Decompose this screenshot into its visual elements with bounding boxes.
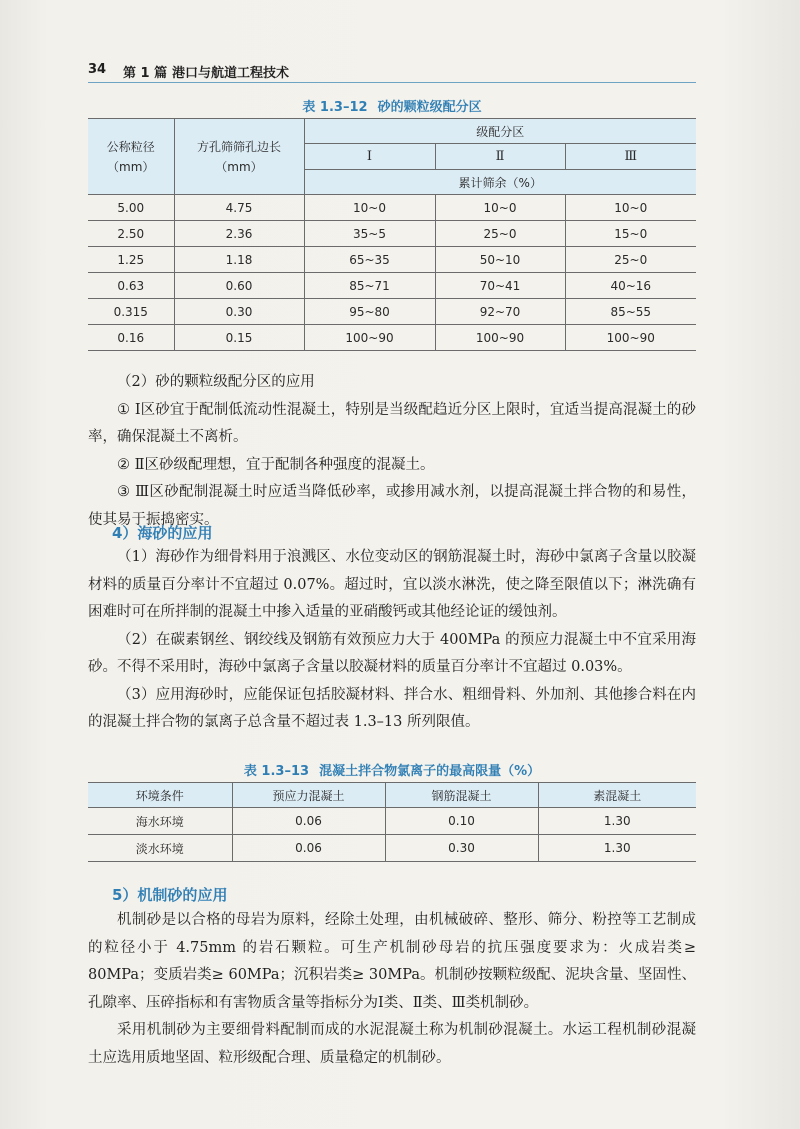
cell: 0.315 (88, 299, 174, 325)
header-cell: 环境条件 (88, 783, 232, 808)
cell: 淡水环境 (88, 835, 232, 862)
table-row (88, 835, 696, 862)
section-heading-manufactured-sand: 5）机制砂的应用 (112, 886, 228, 904)
zone-3: Ⅲ (565, 144, 696, 170)
cell: 0.30 (385, 835, 538, 862)
cell: 5.00 (88, 195, 174, 221)
cell: 0.06 (232, 808, 385, 835)
cell: 15~0 (565, 221, 696, 247)
cell: 2.50 (88, 221, 174, 247)
table2-caption-number: 表 1.3–13 (243, 764, 310, 779)
cell: 50~10 (435, 247, 565, 273)
header-rule (88, 82, 696, 83)
manufactured-sand-text (88, 907, 696, 1072)
table1-caption-text: 砂的颗粒级配分区 (377, 100, 482, 115)
table-row (88, 221, 696, 247)
chloride-limit-table (88, 782, 696, 862)
paragraph: ② Ⅱ区砂级配理想，宜于配制各种强度的混凝土。 (117, 456, 435, 473)
table2-caption-text: 混凝土拌合物氯离子的最高限量（%） (319, 764, 541, 779)
table-row (88, 325, 696, 351)
table-row (88, 273, 696, 299)
paragraph: 采用机制砂为主要细骨料配制而成的水泥混凝土称为机制砂混凝土。水运工程机制砂混凝土应选用质地坚固、粒形级配合理、质量稳定的机制砂。 (88, 1022, 696, 1066)
table1-caption-number: 表 1.3–12 (302, 100, 368, 115)
cell: 0.30 (174, 299, 304, 325)
part-label: 第 1 篇 (123, 66, 168, 81)
table-row (88, 195, 696, 221)
cell: 2.36 (174, 221, 304, 247)
zone-2: Ⅱ (435, 144, 565, 170)
zone-1: Ⅰ (304, 144, 435, 170)
cell: 1.25 (88, 247, 174, 273)
table-header-row (88, 783, 696, 808)
grading-application-text (88, 369, 696, 534)
paragraph: 机制砂是以合格的母岩为原料，经除土处理，由机械破碎、整形、筛分、粉控等工艺制成的粒径小于 4.75mm 的岩石颗粒。可生产机制砂母岩的抗压强度要求为：火成岩类≥ 80MPa；变质岩类≥ 60MPa；沉积岩类≥ 30MPa。机制砂按颗粒级配、泥块含量、坚固性、孔隙率、压碎指标和有害物质含量等指标分为Ⅰ类、Ⅱ类、Ⅲ类机制砂。 (88, 912, 696, 1011)
paragraph: （2）在碳素钢丝、钢绞线及钢筋有效预应力大于 400MPa 的预应力混凝土中不宜采用海砂。不得不采用时，海砂中氯离子含量以胶凝材料的质量百分率计不宜超过 0.03%。 (88, 631, 696, 675)
cell: 85~71 (304, 273, 435, 299)
cell: 1.30 (538, 835, 696, 862)
cell: 1.30 (538, 808, 696, 835)
cell: 海水环境 (88, 808, 232, 835)
paragraph: ① Ⅰ区砂宜于配制低流动性混凝土，特别是当级配趋近分区上限时，宜适当提高混凝土的砂率，确保混凝土不离析。 (88, 401, 696, 445)
table-row (88, 808, 696, 835)
cell: 10~0 (435, 195, 565, 221)
col-sieve-size: 方孔筛筛孔边长 （mm） (174, 119, 304, 195)
table1-caption (88, 96, 696, 115)
cumulative-retained: 累计筛余（%） (304, 170, 696, 195)
cell: 25~0 (435, 221, 565, 247)
table-row (88, 247, 696, 273)
paragraph: （1）海砂作为细骨料用于浪溅区、水位变动区的钢筋混凝土时，海砂中氯离子含量以胶凝材料的质量百分率计不宜超过 0.07%。超过时，宜以淡水淋洗，使之降至限值以下；淋洗确有困难时可在所拌制的混凝土中掺入适量的亚硝酸钙或其他经论证的缓蚀剂。 (88, 549, 696, 620)
cell: 0.63 (88, 273, 174, 299)
part-title: 港口与航道工程技术 (172, 66, 290, 81)
cell: 10~0 (565, 195, 696, 221)
cell: 100~90 (435, 325, 565, 351)
cell: 35~5 (304, 221, 435, 247)
cell: 65~35 (304, 247, 435, 273)
cell: 0.60 (174, 273, 304, 299)
cell: 0.15 (174, 325, 304, 351)
cell: 85~55 (565, 299, 696, 325)
cell: 92~70 (435, 299, 565, 325)
cell: 70~41 (435, 273, 565, 299)
header-cell: 素混凝土 (538, 783, 696, 808)
paragraph: （3）应用海砂时，应能保证包括胶凝材料、拌合水、粗细骨料、外加剂、其他掺合料在内的混凝土拌合物的氯离子总含量不超过表 1.3–13 所列限值。 (88, 686, 696, 730)
header-cell: 预应力混凝土 (232, 783, 385, 808)
cell: 100~90 (304, 325, 435, 351)
sea-sand-text (88, 544, 696, 737)
cell: 0.10 (385, 808, 538, 835)
table-row (88, 299, 696, 325)
cell: 25~0 (565, 247, 696, 273)
header-cell: 钢筋混凝土 (385, 783, 538, 808)
cell: 0.06 (232, 835, 385, 862)
table2-caption (88, 760, 696, 779)
cell: 1.18 (174, 247, 304, 273)
cell: 4.75 (174, 195, 304, 221)
cell: 0.16 (88, 325, 174, 351)
cell: 100~90 (565, 325, 696, 351)
page-number: 34 (88, 62, 107, 77)
running-header (88, 58, 696, 80)
col-grading-zone: 级配分区 (304, 119, 696, 144)
grading-table (88, 118, 696, 351)
paragraph: （2）砂的颗粒级配分区的应用 (117, 374, 315, 390)
section-heading-sea-sand: 4）海砂的应用 (112, 524, 213, 542)
cell: 40~16 (565, 273, 696, 299)
cell: 95~80 (304, 299, 435, 325)
paragraph: ③ Ⅲ区砂配制混凝土时应适当降低砂率，或掺用减水剂，以提高混凝土拌合物的和易性，使其易于振捣密实。 (88, 484, 696, 528)
col-nominal-size: 公称粒径 （mm） (88, 119, 174, 195)
cell: 10~0 (304, 195, 435, 221)
